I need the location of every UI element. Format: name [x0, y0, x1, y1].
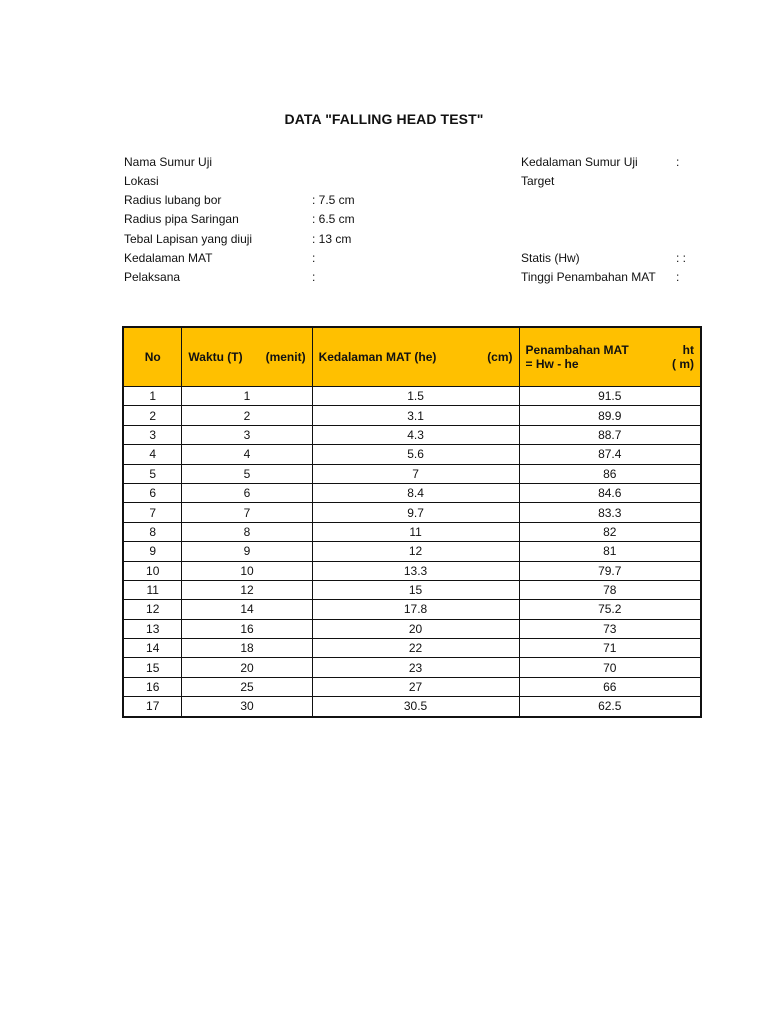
cell-waktu: 7: [182, 503, 312, 522]
table-row: [123, 697, 701, 717]
cell-kedalaman: 12: [312, 542, 519, 561]
cell-penambahan: 70: [519, 658, 701, 677]
cell-no: 10: [123, 561, 182, 580]
header-waktu: [182, 327, 312, 387]
cell-kedalaman: 15: [312, 580, 519, 599]
cell-kedalaman: 1.5: [312, 387, 519, 406]
cell-penambahan: 87.4: [519, 445, 701, 464]
cell-no: 11: [123, 580, 182, 599]
header-kedalaman: [312, 327, 519, 387]
table-row: [123, 464, 701, 483]
cell-penambahan: 91.5: [519, 387, 701, 406]
cell-no: 8: [123, 522, 182, 541]
cell-no: 6: [123, 483, 182, 502]
cell-waktu: 30: [182, 697, 312, 717]
header-waktu-label: Waktu (T): [188, 350, 243, 364]
cell-no: 7: [123, 503, 182, 522]
cell-penambahan: 75.2: [519, 600, 701, 619]
cell-waktu: 1: [182, 387, 312, 406]
cell-penambahan: 88.7: [519, 425, 701, 444]
cell-waktu: 16: [182, 619, 312, 638]
header-kedalaman-unit: (cm): [487, 350, 513, 364]
cell-no: 16: [123, 677, 182, 696]
cell-kedalaman: 17.8: [312, 600, 519, 619]
table-header-row: [123, 327, 701, 387]
cell-no: 12: [123, 600, 182, 619]
cell-waktu: 9: [182, 542, 312, 561]
cell-no: 5: [123, 464, 182, 483]
cell-no: 15: [123, 658, 182, 677]
cell-waktu: 14: [182, 600, 312, 619]
cell-penambahan: 71: [519, 639, 701, 658]
header-penambahan-line1: Penambahan MAT: [525, 343, 629, 357]
cell-no: 13: [123, 619, 182, 638]
cell-kedalaman: 13.3: [312, 561, 519, 580]
table-row: [123, 658, 701, 677]
cell-kedalaman: 27: [312, 677, 519, 696]
cell-penambahan: 79.7: [519, 561, 701, 580]
cell-kedalaman: 23: [312, 658, 519, 677]
info-value: : 6.5 cm: [312, 212, 355, 226]
cell-waktu: 8: [182, 522, 312, 541]
table-row: [123, 483, 701, 502]
cell-no: 2: [123, 406, 182, 425]
header-penambahan-unit1: ht: [682, 343, 694, 357]
cell-waktu: 6: [182, 483, 312, 502]
cell-waktu: 4: [182, 445, 312, 464]
info-label: Pelaksana: [124, 270, 181, 284]
cell-penambahan: 78: [519, 580, 701, 599]
info-label: Tinggi Penambahan MAT: [521, 270, 656, 284]
cell-kedalaman: 5.6: [312, 445, 519, 464]
cell-waktu: 2: [182, 406, 312, 425]
cell-no: 14: [123, 639, 182, 658]
info-label: Lokasi: [124, 174, 159, 188]
cell-penambahan: 84.6: [519, 483, 701, 502]
document-title: DATA "FALLING HEAD TEST": [284, 111, 484, 127]
info-label: Target: [521, 174, 555, 188]
info-label: Radius pipa Saringan: [124, 212, 239, 226]
table-row: [123, 425, 701, 444]
header-penambahan: [519, 327, 701, 387]
cell-no: 3: [123, 425, 182, 444]
info-label: Statis (Hw): [521, 251, 580, 265]
cell-waktu: 10: [182, 561, 312, 580]
info-value: :: [676, 155, 680, 169]
header-penambahan-unit2: ( m): [672, 357, 694, 371]
cell-kedalaman: 22: [312, 639, 519, 658]
cell-kedalaman: 7: [312, 464, 519, 483]
info-value: :: [312, 270, 316, 284]
cell-penambahan: 82: [519, 522, 701, 541]
table-row: [123, 522, 701, 541]
cell-penambahan: 73: [519, 619, 701, 638]
info-value: : 7.5 cm: [312, 193, 355, 207]
table-row: [123, 503, 701, 522]
cell-no: 1: [123, 387, 182, 406]
falling-head-table: [122, 326, 702, 718]
table-row: [123, 580, 701, 599]
table-row: [123, 445, 701, 464]
cell-waktu: 18: [182, 639, 312, 658]
table-body: [123, 387, 701, 717]
info-value: : 13 cm: [312, 232, 352, 246]
cell-kedalaman: 9.7: [312, 503, 519, 522]
cell-kedalaman: 8.4: [312, 483, 519, 502]
cell-waktu: 5: [182, 464, 312, 483]
cell-kedalaman: 30.5: [312, 697, 519, 717]
cell-penambahan: 81: [519, 542, 701, 561]
header-no: No: [123, 327, 182, 387]
info-label: Kedalaman MAT: [124, 251, 213, 265]
info-value: : :: [676, 251, 687, 265]
info-label: Tebal Lapisan yang diuji: [124, 232, 253, 246]
header-penambahan-line2: = Hw - he: [525, 357, 579, 371]
info-label: Nama Sumur Uji: [124, 155, 213, 169]
info-label: Radius lubang bor: [124, 193, 222, 207]
table-row: [123, 677, 701, 696]
cell-penambahan: 66: [519, 677, 701, 696]
table-row: [123, 406, 701, 425]
table-row: [123, 600, 701, 619]
info-value: :: [312, 251, 316, 265]
cell-no: 4: [123, 445, 182, 464]
table-row: [123, 639, 701, 658]
cell-kedalaman: 20: [312, 619, 519, 638]
cell-kedalaman: 11: [312, 522, 519, 541]
cell-waktu: 25: [182, 677, 312, 696]
cell-kedalaman: 3.1: [312, 406, 519, 425]
cell-waktu: 12: [182, 580, 312, 599]
cell-waktu: 20: [182, 658, 312, 677]
cell-penambahan: 83.3: [519, 503, 701, 522]
cell-penambahan: 86: [519, 464, 701, 483]
table-row: [123, 561, 701, 580]
cell-penambahan: 62.5: [519, 697, 701, 717]
header-kedalaman-label: Kedalaman MAT (he): [318, 350, 437, 364]
info-label: Kedalaman Sumur Uji: [521, 155, 638, 169]
table-row: [123, 542, 701, 561]
table-row: [123, 619, 701, 638]
header-waktu-unit: (menit): [265, 350, 306, 364]
table-row: [123, 387, 701, 406]
info-value: :: [676, 270, 680, 284]
cell-penambahan: 89.9: [519, 406, 701, 425]
cell-no: 17: [123, 697, 182, 717]
cell-kedalaman: 4.3: [312, 425, 519, 444]
cell-waktu: 3: [182, 425, 312, 444]
cell-no: 9: [123, 542, 182, 561]
